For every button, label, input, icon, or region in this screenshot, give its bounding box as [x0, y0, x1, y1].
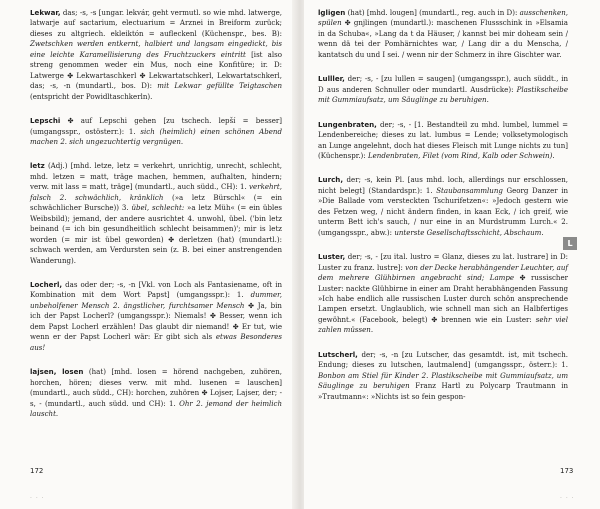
footer-marks: · · · — [560, 495, 575, 502]
entry-lemma: Lepschi — [30, 116, 61, 126]
entry-text: Franz Hartl zu Polycarp Trautmann in »Trautmann«: »Nichts ist so fein gespon- — [318, 381, 568, 401]
entry-text: (»a letz Bürschl« (= ein schwächlicher Bursche)) 3. — [30, 192, 282, 213]
entry-definition: Ohr 2. jemand der heimlich lauscht. — [30, 398, 283, 418]
dictionary-entry — [318, 175, 568, 238]
entry-lemma: lgligen — [318, 8, 346, 17]
entry-lemma: Lutscherl, — [318, 349, 358, 359]
page-number: 173 — [560, 467, 574, 475]
entry-text: (entspricht der Powidltaschkerln). — [30, 91, 153, 101]
entry-text: ✤ gnjlingen (mundartl.): maschenen Flussschink in »Elsamia in da Schuba«, »Lang da t da Häuser, / kannst bei mir doheam sein / wenn dä tei der Pomhärnichtes war, / Lang dir a du Menscha, / kantatsch du und I sei. / wenn nir der Schmerz in ihre Gischter war. — [318, 18, 568, 59]
entry-text: der; -s, - [zu ital. lustro = Glanz, dieses zu lat. lustrare] in D: Luster zu franz. lustre]: — [318, 252, 568, 272]
entry-text: der; -s, -n [zu Lutscher, das gesamtdt. ist, mit tschech. Endung; dieses zu lutschen, lautmalend] (umgangsspr., österr.): 1. — [318, 349, 568, 370]
entry-text: der; -s, kein Pl. [aus mhd. loch, allerdings nur erschlossen, nicht belegt] (Standardspr.): 1. — [318, 175, 568, 195]
dictionary-entry — [30, 116, 282, 147]
dictionary-entry — [30, 280, 282, 353]
entry-text: das; -s, -s [ungar. lekvár, geht vermutl. so wie mhd. latwerge, latwarje auf sactarium, electuarium = Arznei in Breiform zurück; dieses zu altgriech. ekleiktón = aufleckenl (Küchenspr., bes. B): — [30, 8, 282, 38]
entry-definition: Plastikscheibe mit Gummiaufsatz, um Säuglinge zu beruhigen. — [318, 84, 568, 105]
left-column — [30, 8, 282, 433]
dictionary-entry — [318, 350, 568, 402]
entry-definition: ausschenken, spülen — [318, 8, 568, 28]
dictionary-entry — [318, 74, 568, 105]
entry-text: ✤ auf Lepschi gehen [zu tschech. lepší = besser] (umgangsspr., ostösterr.): 1. — [30, 116, 282, 136]
entry-definition: von der Decke herabhängender Leuchter, auf dem mehrere Glühbirnen angebracht sind; Lampe — [318, 262, 568, 283]
entry-definition: sich (heimlich) einen schönen Abend machen 2. sich ungezuchtertig vergnügen. — [30, 126, 282, 146]
right-page — [304, 0, 600, 509]
entry-lemma: Locherl, — [30, 279, 63, 289]
entry-lemma: Lungenbraten, — [318, 119, 377, 129]
entry-text: (hat) [mhd. lougen] (mundartl., reg. auch in D): — [347, 8, 518, 17]
entry-text: »a letz Müh« (= ein übles Weibsbild); jemand, der andere ausrichtet 4. unwohl, übel. ('bin letz beinand (= ich bin gesundheitlich schlecht beisammen)'; mir is letz worden (= mir ist übel geworden) ✤ derletzen (hat) (mundartl.): schwach werden, am Verdursten sein (z. B. bei einer anstrengenden Wanderung). — [30, 203, 282, 265]
entry-definition: verkehrt, falsch 2. schwächlich, kränklich — [30, 182, 282, 202]
entry-definition: übel, schlecht: — [131, 203, 185, 213]
entry-definition: mit Lekwar gefüllte Teigtaschen — [157, 81, 282, 91]
right-column — [318, 8, 568, 416]
dictionary-entry — [318, 120, 568, 162]
entry-text: (hat) [mhd. losen = hörend nachgeben, zuhören, horchen, hören; dieses verw. mit mhd. lusenen = lauschen] (mundartl., auch südd., CH): horchen, zuhören ✤ Lojser, Lajser, der; -s, - (mundartl., auch südd. und CH): 1. — [30, 367, 282, 408]
entry-lemma: Lurch, — [318, 175, 344, 185]
dictionary-entry — [30, 161, 282, 266]
entry-text: der; -s, - [1. Bestandteil zu mhd. lumbel, lummel = Lendenbereiche; dieses zu lat. lumbus = Lende; volksetymologisch an Lunge angelehnt, doch hat dieses Fleisch mit Lunge nichts zu tun] (Küchenspr.): — [318, 119, 568, 160]
entry-text: ✤ Ja, bin ich der Papst Locherl? (umgangsspr.): Niemals! ✤ Besser, wenn ich dem Papst Locherl erzählen! Das glaubt dir niemand! ✤ Er tut, wie wenn er der Papst Locherl wär: Er gibt sich als — [30, 300, 282, 342]
entry-text: das oder der; -s, -n [Vkl. von Loch als Fantasiename, oft in Kombination mit dem Wort Papst] (umgangsspr.): 1. — [30, 279, 282, 300]
entry-definition: etwas Besonderes aus! — [30, 332, 282, 352]
entry-text: [ist also streng genommen weder ein Mus, noch eine Konfitüre; ir. D: Latwerge ✤ Lekwartaschkerl ✤ Lekwartatschkerl, Lekwartatschkerl, das; -s, -n (mundartl., bos. D): — [30, 49, 282, 91]
dictionary-entry — [30, 367, 282, 419]
entry-lemma: lajsen, losen — [30, 367, 84, 377]
thumb-index-tab: L — [563, 237, 577, 250]
entry-text: ✤ russischer Luster: nackte Glühbirne in einer am Draht herabhängenden Fassung »Ich habe endlich alle russischen Luster durch schön ansprechende Lampen ersetzt. Unglaublich, wie schnell man sich an Halbfertiges gewöhnt.« (Facebook, belegt) ✤ brennen wie ein Luster: — [318, 273, 569, 324]
dictionary-entry — [318, 8, 568, 60]
dictionary-entry — [30, 8, 282, 102]
entry-lemma: Lekwar, — [30, 8, 61, 17]
entry-definition: dummer, unbeholfener Mensch 2. ängstlicher, furchtsamer Mensch — [30, 290, 282, 310]
footer-marks: · · · — [30, 495, 45, 502]
entry-definition: unterste Gesellschaftsschicht, Abschaum. — [394, 227, 544, 237]
entry-lemma: Luster, — [318, 252, 346, 262]
page-number: 172 — [30, 467, 44, 475]
entry-text: der; -s, - [zu lullen = saugen] (umgangsspr.), auch süddt., in D aus anderen Schnuller oder mundartl. Ausdrücke): — [318, 74, 568, 94]
dictionary-entry — [318, 252, 568, 336]
entry-definition: Staubansammlung — [436, 185, 503, 195]
entry-definition: Lendenbraten, Filet (vom Rind, Kalb oder Schwein). — [367, 150, 555, 160]
entry-text: Georg Danzer in »Die Ballade vom versteckten Tschurifetzen«: »Jedoch gestern wie des Fetzen weg, / nicht ändern finden, in kaan Eck, / ich greif, wie unterm Bett ich's sauch, / nur eine in an Murdstrumm Lurch.« 2. (umgangsspr., abw.): — [318, 185, 569, 237]
entry-lemma: letz — [30, 161, 45, 171]
entry-definition: sehr viel zahlen müssen. — [318, 314, 568, 335]
entry-text: (Adj.) [mhd. letze, letz = verkehrt, unrichtig, unrecht, schlecht, mhd. letzen = matt, träge machen, hemmen, aufhalten, hindern; verw. mit lass = matt, träge] (mundartl., auch südd., CH): 1. — [30, 161, 282, 192]
entry-definition: Zwetschken werden entkernt, halbiert und langsam eingedickt, bis eine leichte Karamellisierung des Fruchtzuckers eintritt — [30, 39, 282, 59]
entry-definition: Bonbon am Stiel für Kinder 2. Plastikscheibe mit Gummiaufsatz, um Säuglinge zu beruhigen — [318, 370, 568, 391]
left-page — [0, 0, 296, 509]
entry-lemma: Lulller, — [318, 74, 345, 84]
